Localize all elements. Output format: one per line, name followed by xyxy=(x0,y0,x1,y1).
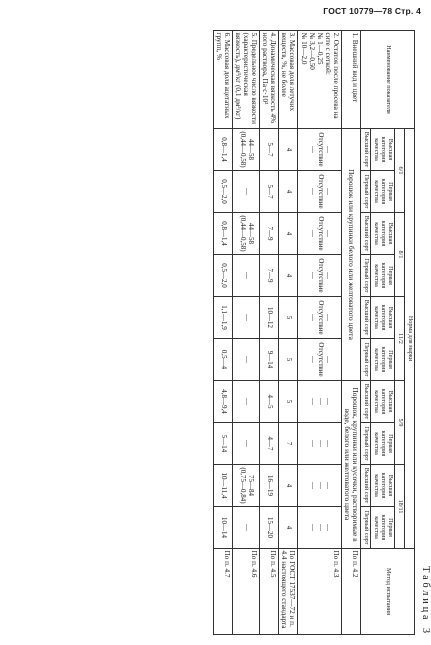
header-grade-1: 6/1 xyxy=(395,129,405,213)
table-cell: 0,5—4 xyxy=(213,339,232,381)
table-cell: — Отсутствие — xyxy=(298,255,341,297)
table-cell: — xyxy=(233,171,260,213)
table-cell: 9—14 xyxy=(260,339,279,381)
header-category: Высшая категория качества xyxy=(371,381,395,423)
header-category: Первая категория качества xyxy=(371,423,395,465)
row-name-text: 1. Внешний вид и цвет xyxy=(351,32,360,103)
header-sort: Высший сорт xyxy=(361,129,371,171)
header-sort: Высший сорт xyxy=(361,381,371,423)
table-cell: 5 xyxy=(279,381,298,423)
table-cell: 4 xyxy=(279,213,298,255)
table-row xyxy=(279,31,298,635)
row-method: По п. 4.2 xyxy=(341,549,361,635)
header-sort: Высший сорт xyxy=(361,297,371,339)
header-sort: Первый сорт xyxy=(361,171,371,213)
row-method: По п. 4.3 xyxy=(298,549,341,635)
table-cell: 7—9 xyxy=(260,255,279,297)
header-sort: Первый сорт xyxy=(361,255,371,297)
row-name-text: 2. Остаток после просева на сите с сеткой: xyxy=(323,32,340,119)
table-cell: 4 xyxy=(279,129,298,171)
row-sub-item: № 10—2,0 xyxy=(299,32,308,65)
table-row xyxy=(341,31,361,635)
table-cell: 75—84 (0,75—0,84) xyxy=(233,465,260,507)
table-cell: — — — xyxy=(298,381,341,423)
header-category: Высшая категория качества xyxy=(371,465,395,507)
row-name xyxy=(298,31,341,129)
table-cell: 0,8—1,4 xyxy=(213,213,232,255)
header-sort: Высший сорт xyxy=(361,213,371,255)
row-span-b: Порошок, крупинки или кусочки, растворимые в воде, белого или желтоватого цвета xyxy=(341,381,361,549)
row-sub-item: № 3,2—0,50 xyxy=(307,32,316,70)
table-cell: 5 xyxy=(279,297,298,339)
row-name xyxy=(341,31,361,129)
row-name xyxy=(233,31,260,129)
table-cell: 1,1—1,9 xyxy=(213,297,232,339)
table-cell: 4 xyxy=(279,255,298,297)
header-grade-5: 18/11 xyxy=(395,465,405,549)
header-method-col: Метод испытания xyxy=(361,549,415,635)
row-name xyxy=(260,31,279,129)
row-method: По п. 4.5 xyxy=(260,549,279,635)
table-cell: — Отсутствие — xyxy=(298,297,341,339)
header-category: Первая категория качества xyxy=(371,255,395,297)
table-cell: 5—7 xyxy=(260,171,279,213)
header-grade-3: 11/2 xyxy=(395,297,405,381)
table-cell: 0,5—2,0 xyxy=(213,255,232,297)
table-cell: — Отсутствие — xyxy=(298,129,341,171)
table-row xyxy=(260,31,279,635)
table-cell: 4,8—9,4 xyxy=(213,381,232,423)
table-cell: — xyxy=(233,381,260,423)
table-cell: — xyxy=(233,297,260,339)
table-cell: — — — xyxy=(298,423,341,465)
table-title: Таблица 3 xyxy=(420,566,431,636)
row-name-text: 3. Массовая доля летучих веществ, %, не более xyxy=(280,32,297,112)
table-cell: — Отсутствие — xyxy=(298,213,341,255)
norms-table xyxy=(213,30,415,635)
row-method: По п. 4.6 xyxy=(233,549,260,635)
table-cell: 16—19 xyxy=(260,465,279,507)
header-grade-2: 8/1 xyxy=(395,213,405,297)
table-row xyxy=(213,31,232,635)
header-sort: Первый сорт xyxy=(361,339,371,381)
table-cell: 4—7 xyxy=(260,423,279,465)
table-cell: — xyxy=(233,423,260,465)
table-cell: — Отсутствие — xyxy=(298,171,341,213)
header-category: Высшая категория качества xyxy=(371,213,395,255)
row-span-a: Порошок или крупинки белого или желтоватого цвета xyxy=(341,129,361,381)
header-category: Первая категория качества xyxy=(371,171,395,213)
table-cell: 4 xyxy=(279,171,298,213)
header-category: Высшая категория качества xyxy=(371,297,395,339)
header-sort: Высший сорт xyxy=(361,465,371,507)
table-cell: 5 xyxy=(279,339,298,381)
row-method: По п. 4.7 xyxy=(213,549,232,635)
row-sub-item: № 1—0,25 xyxy=(315,32,324,65)
header-norm-group: Норма для марки xyxy=(405,129,415,549)
table-cell: 15—20 xyxy=(260,507,279,549)
row-name-text: 6. Массовая доля ацетатных групп, % xyxy=(215,32,232,119)
header-sort: Первый сорт xyxy=(361,507,371,549)
table-row xyxy=(298,31,341,635)
table-container xyxy=(21,26,431,636)
table-cell: — xyxy=(233,255,260,297)
table-cell: — xyxy=(233,507,260,549)
table-cell: 10—14 xyxy=(213,507,232,549)
table-cell: 0,5—2,0 xyxy=(213,171,232,213)
row-name-text: 4. Динамическая вязкость 4% ного раствора, Па·с·10³ xyxy=(261,32,278,124)
table-cell: 4 xyxy=(279,465,298,507)
row-name xyxy=(279,31,298,129)
row-name-text: 5. Предельное число вязкости (характеристическая вязкость), дм³/кг (0,1 дм³/кг) xyxy=(234,32,259,124)
table-cell: — — — xyxy=(298,507,341,549)
table-cell: 4—5 xyxy=(260,381,279,423)
table-cell: 10—12 xyxy=(260,297,279,339)
table-cell: 10—11,4 xyxy=(213,465,232,507)
header-row-1 xyxy=(405,31,415,635)
table-row xyxy=(233,31,260,635)
table-cell: — xyxy=(233,339,260,381)
page-header: ГОСТ 10779—78 Стр. 4 xyxy=(323,6,421,16)
table-body xyxy=(213,31,360,635)
header-name-col: Наименование показателя xyxy=(361,31,415,129)
table-cell: 0,8—1,4 xyxy=(213,129,232,171)
table-cell: 44—58 (0,44—0,58) xyxy=(233,213,260,255)
table-cell: 7—9 xyxy=(260,213,279,255)
table-cell: — — — xyxy=(298,465,341,507)
header-category: Первая категория качества xyxy=(371,339,395,381)
table-cell: 5—14 xyxy=(213,423,232,465)
row-method: По ГОСТ 17537—72 и п. 4.4 настоящего стандарта xyxy=(279,549,298,635)
header-sort: Первый сорт xyxy=(361,423,371,465)
header-category: Первая категория качества xyxy=(371,507,395,549)
table-cell: 44—58 (0,44—0,58) xyxy=(233,129,260,171)
row-name xyxy=(213,31,232,129)
table-cell: 4 xyxy=(279,507,298,549)
table-cell: — Отсутствие — xyxy=(298,339,341,381)
header-category: Высшая категория качества xyxy=(371,129,395,171)
table-cell: 7 xyxy=(279,423,298,465)
header-grade-4: 5/9 xyxy=(395,381,405,465)
table-cell: 5—7 xyxy=(260,129,279,171)
